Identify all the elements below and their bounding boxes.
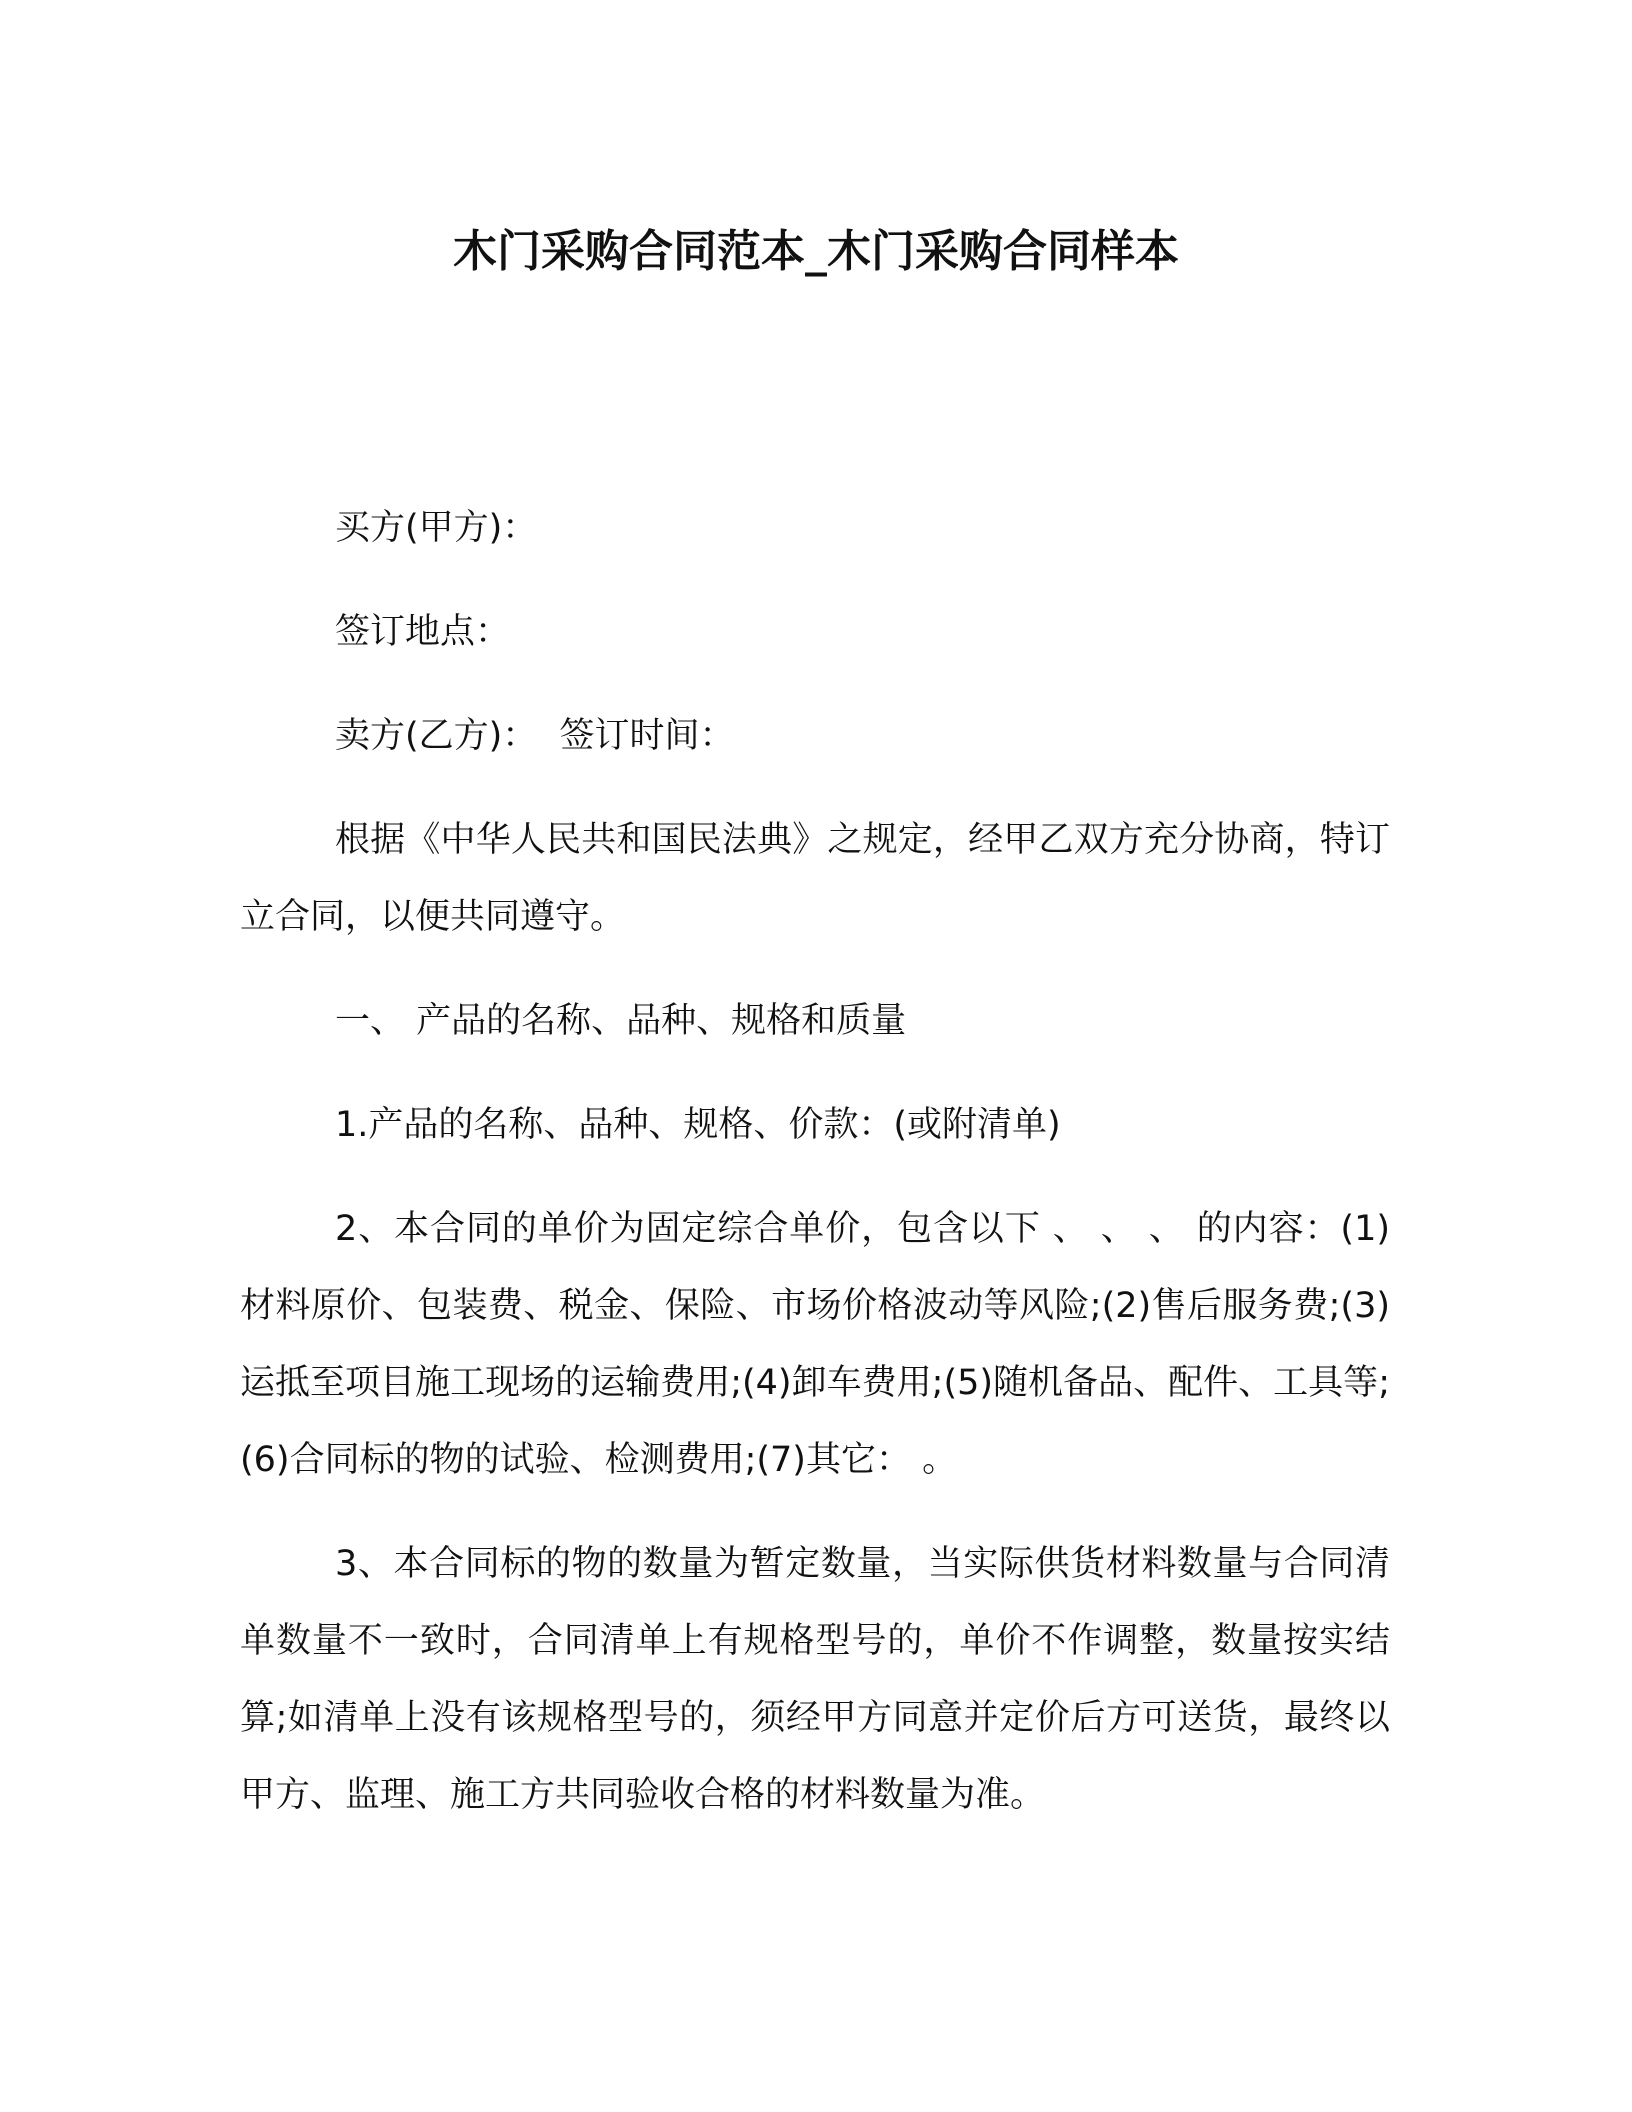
- item2-paragraph: 2、本合同的单价为固定综合单价，包含以下 、 、 、 的内容：(1)材料原价、包装费、税金、保险、市场价格波动等风险;(2)售后服务费;(3)运抵至项目施工现场的运输费用;(4)卸车费用;(5)随机备品、配件、工具等;(6)合同标的物的试验、检测费用;(7)其它： 。: [240, 1209, 1390, 1480]
- item1-paragraph: 1.产品的名称、品种、规格、价款：(或附清单): [335, 1105, 1061, 1145]
- seller-and-time-field: 卖方(乙方)： 签订时间：: [335, 716, 735, 756]
- intro-paragraph: 根据《中华人民共和国民法典》之规定，经甲乙双方充分协商，特订立合同，以便共同遵守。: [240, 820, 1390, 937]
- document-title: 木门采购合同范本_木门采购合同样本: [453, 226, 1179, 277]
- buyer-field: 买方(甲方)：: [335, 508, 538, 548]
- document-body: [240, 490, 1390, 1861]
- sign-place-field: 签订地点：: [335, 612, 511, 652]
- item3-paragraph: 3、本合同标的物的数量为暂定数量，当实际供货材料数量与合同清单数量不一致时，合同清单上有规格型号的，单价不作调整，数量按实结算;如清单上没有该规格型号的，须经甲方同意并定价后方可送货，最终以甲方、监理、施工方共同验收合格的材料数量为准。: [240, 1544, 1390, 1815]
- section1-heading: 一、 产品的名称、品种、规格和质量: [335, 1001, 907, 1041]
